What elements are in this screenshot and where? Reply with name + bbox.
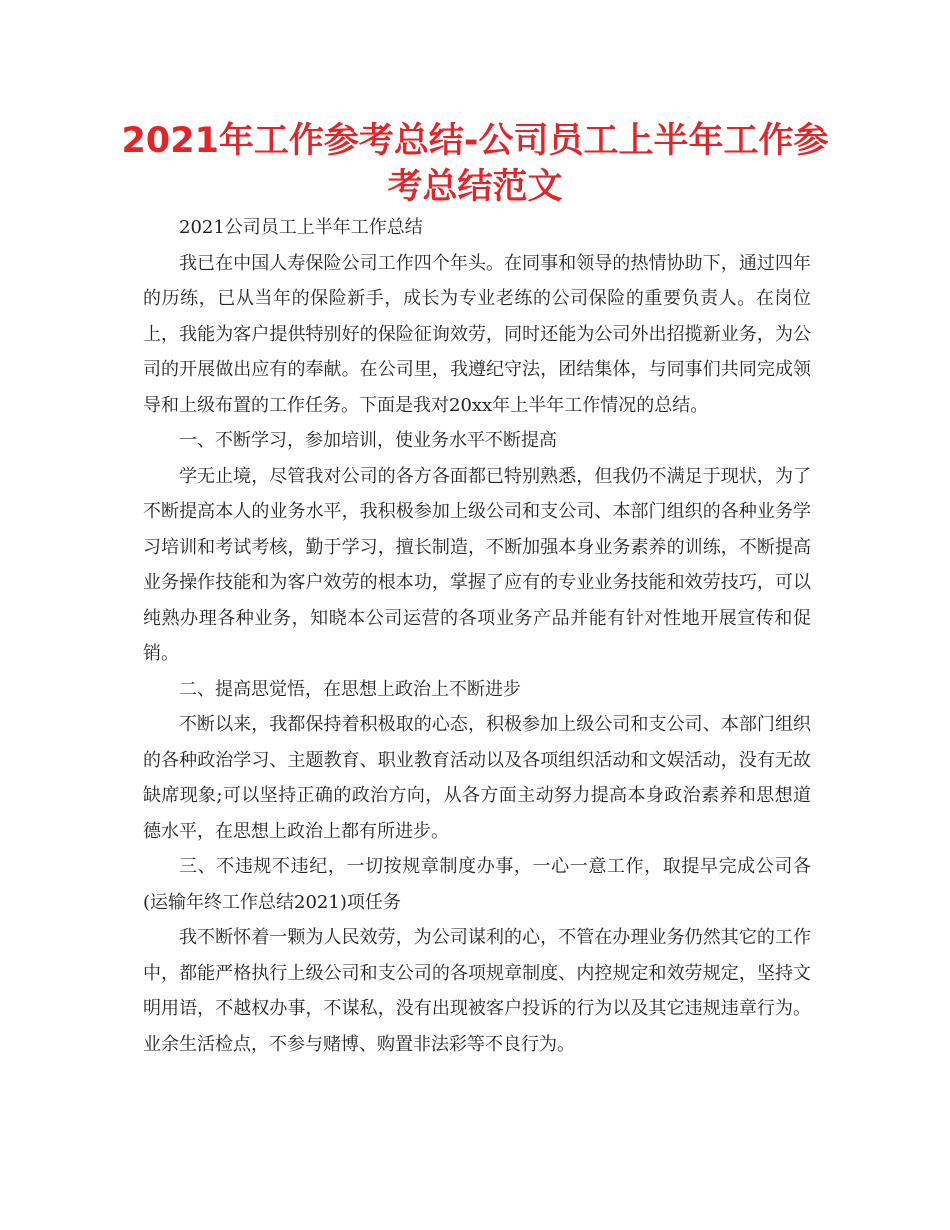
section-paragraph-3: 我不断怀着一颗为人民效劳，为公司谋利的心，不管在办理业务仍然其它的工作中，都能严格执行上级公司和支公司的各项规章制度、内控规定和效劳规定，坚持文明用语，不越权办事，不谋私，没有出现被客户投诉的行为以及其它违规违章行为。业余生活检点，不参与赌博、购置非法彩等不良行为。 <box>143 927 811 1055</box>
section-heading-3: 三、不违规不违纪，一切按规章制度办事，一心一意工作，取提早完成公司各(运输年终工作总结2021)项任务 <box>143 856 811 913</box>
document-body <box>143 210 811 1062</box>
intro-paragraph: 我已在中国人寿保险公司工作四个年头。在同事和领导的热情协助下，通过四年的历练，已从当年的保险新手，成长为专业老练的公司保险的重要负责人。在岗位上，我能为客户提供特别好的保险征询效劳，同时还能为公司外出招揽新业务，为公司的开展做出应有的奉献。在公司里，我遵纪守法，团结集体，与同事们共同完成领导和上级布置的工作任务。下面是我对20xx年上半年工作情况的总结。 <box>143 252 811 416</box>
section-paragraph-2: 不断以来，我都保持着积极取的心态，积极参加上级公司和支公司、本部门组织的各种政治学习、主题教育、职业教育活动以及各项组织活动和文娱活动，没有无故缺席现象;可以坚持正确的政治方向，从各方面主动努力提高本身政治素养和思想道德水平，在思想上政治上都有所进步。 <box>143 714 811 842</box>
section-heading-2: 二、提高思觉悟，在思想上政治上不断进步 <box>179 678 521 700</box>
subtitle-paragraph: 2021公司员工上半年工作总结 <box>179 217 423 238</box>
section-paragraph-1: 学无止境，尽管我对公司的各方各面都已特别熟悉，但我仍不满足于现状，为了不断提高本人的业务水平，我积极参加上级公司和支公司、本部门组织的各种业务学习培训和考试考核，勤于学习，擅长制造，不断加强本身业务素养的训练，不断提高业务操作技能和为客户效劳的根本功，掌握了应有的专业业务技能和效劳技巧，可以纯熟办理各种业务，知晓本公司运营的各项业务产品并能有针对性地开展宣传和促销。 <box>143 465 811 664</box>
document-title: 2021年工作参考总结-公司员工上半年工作参考总结范文 <box>121 121 829 207</box>
section-heading-1: 一、不断学习，参加培训，使业务水平不断提高 <box>179 430 557 451</box>
